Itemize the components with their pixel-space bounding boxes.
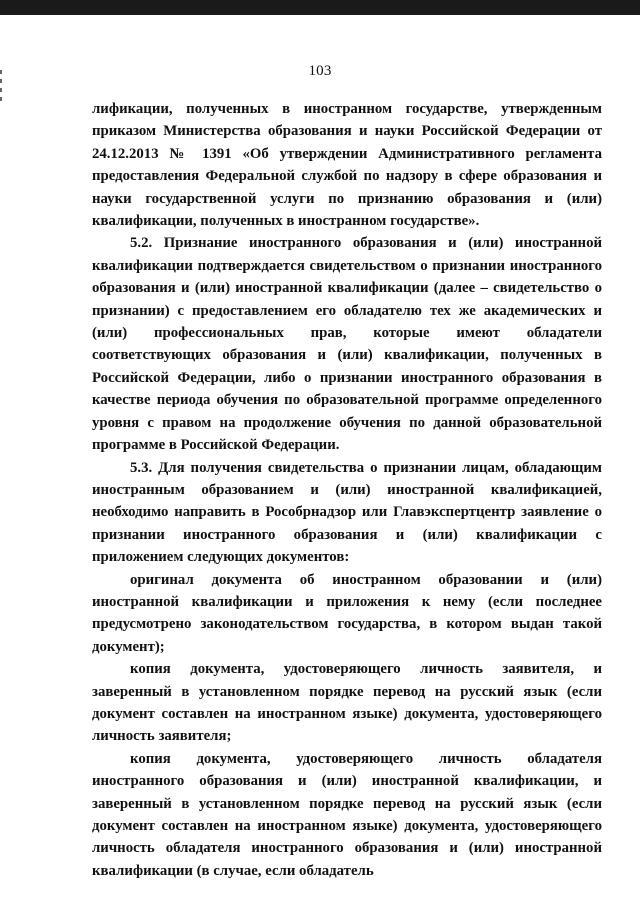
paragraph-5-2: 5.2. Признание иностранного образования и (или) иностранной квалификации подтверждается свидетельством о признании иностранного образования и (или) иностранной квалификации (далее – свидетельство о признании) с предоставлением его обладателю тех же академических и (или) профессиональных прав, которые имеют обладатели соответствующих образования и (или) квалификации, полученных в Российской Федерации, либо о признании иностранного образования в качестве периода обучения по образовательной программе определенного уровня с правом на продолжение обучения по данной образовательной программе в Российской Федерации. (92, 235, 602, 454)
scan-top-border (0, 0, 640, 15)
list-item-original-document: оригинал документа об иностранном образовании и (или) иностранной квалификации и приложения к нему (если последнее предусмотрено законодательством государства, в котором выдан такой документ); (92, 571, 602, 655)
paragraph-5-3: 5.3. Для получения свидетельства о признании лицам, обладающим иностранным образованием и (или) иностранной квалификацией, необходимо направить в Рособрнадзор или Главэкспертцентр заявление о признании иностранного образования и (или) квалификации с приложением следующих документов: (92, 459, 602, 566)
list-item-holder-id-copy: копия документа, удостоверяющего личность обладателя иностранного образования и (или) иностранной квалификации, и заверенный в установленном порядке перевод на русский язык (если документ составлен на иностранном языке) документа, удостоверяющего личность обладателя иностранного образования и (или) иностранной квалификации (в случае, если обладатель (92, 750, 602, 879)
page-body (92, 98, 602, 882)
list-item-applicant-id-copy: копия документа, удостоверяющего личность заявителя, и заверенный в установленном порядке перевод на русский язык (если документ составлен на иностранном языке) документа, удостоверяющего личность заявителя; (92, 661, 602, 745)
page-number: 103 (308, 63, 332, 79)
paragraph-continuation: лификации, полученных в иностранном государстве, утвержденным приказом Министерства образования и науки Российской Федерации от 24.12.2013 № 1391 «Об утверждении Административного регламента предоставления Федеральной службой по надзору в сфере образования и науки государственной услуги по признанию образования и (или) квалификации, полученных в иностранном государстве». (92, 101, 602, 230)
